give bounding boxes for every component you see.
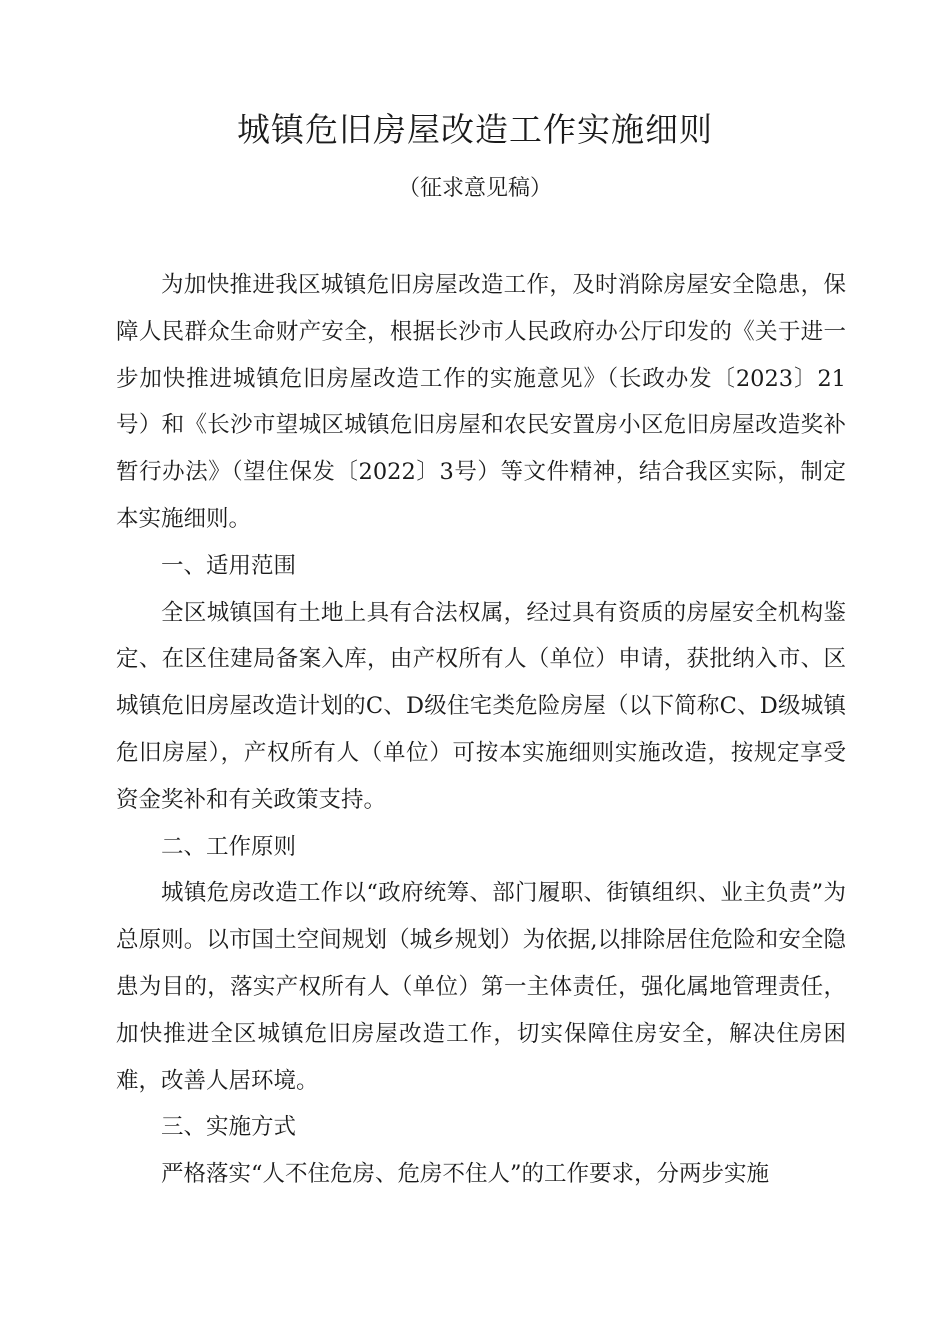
section-paragraph-implementation: 严格落实“人不住危房、危房不住人”的工作要求，分两步实施: [161, 1161, 770, 1188]
document-title: 城镇危旧房屋改造工作实施细则: [237, 110, 713, 149]
document-subtitle: （征求意见稿）: [397, 176, 552, 201]
intro-paragraph: 为加快推进我区城镇危旧房屋改造工作，及时消除房屋安全隐患，保障人民群众生命财产安全，根据长沙市人民政府办公厅印发的《关于进一步加快推进城镇危旧房屋改造工作的实施意见》（长政办发〔2023〕21号）和《长沙市望城区城镇危旧房屋和农民安置房小区危旧房屋改造奖补暂行办法》（望住保发〔2022〕3号）等文件精神，结合我区实际，制定本实施细则。: [116, 272, 846, 532]
section-heading-implementation: 三、实施方式: [161, 1114, 297, 1141]
section-paragraph-scope: 全区城镇国有土地上具有合法权属，经过具有资质的房屋安全机构鉴定、在区住建局备案入库，由产权所有人（单位）申请，获批纳入市、区城镇危旧房屋改造计划的C、D级住宅类危险房屋（以下简称C、D级城镇危旧房屋），产权所有人（单位）可按本实施细则实施改造，按规定享受资金奖补和有关政策支持。: [116, 599, 846, 813]
section-heading-scope: 一、适用范围: [161, 552, 297, 579]
section-paragraph-principles: 城镇危房改造工作以“政府统筹、部门履职、街镇组织、业主负责”为总原则。以市国土空间规划（城乡规划）为依据,以排除居住危险和安全隐患为目的，落实产权所有人（单位）第一主体责任，强化属地管理责任，加快推进全区城镇危旧房屋改造工作，切实保障住房安全，解决住房困难，改善人居环境。: [116, 880, 846, 1094]
section-heading-principles: 二、工作原则: [161, 833, 297, 860]
document-body: [116, 262, 846, 1198]
